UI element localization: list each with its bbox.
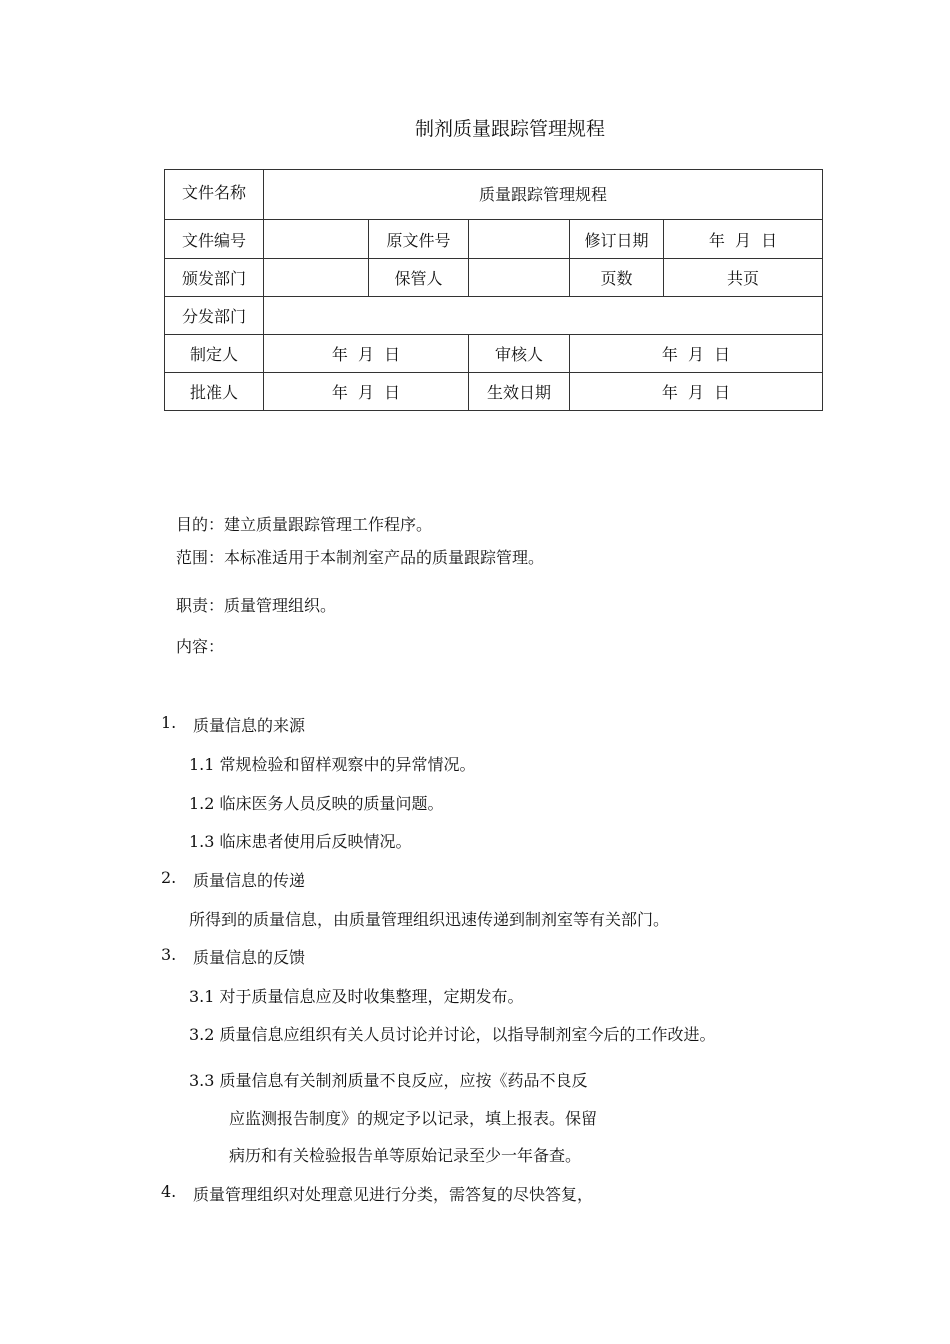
list-item: 1.3 临床患者使用后反映情况。 [189,832,412,851]
table-row [165,170,823,220]
approver-label: 批准人 [165,373,264,411]
approver-date: 年 月 日 [264,373,469,411]
custodian-label: 保管人 [369,259,469,297]
duty-line: 职责：质量管理组织。 [176,596,337,615]
table-row [165,373,823,411]
document-info-table [164,169,823,411]
issue-dept-label: 颁发部门 [165,259,264,297]
table-row [165,297,823,335]
section-title: 质量信息的来源 [193,716,306,735]
section-number: 4. [161,1182,177,1201]
list-item: 1.1 常规检验和留样观察中的异常情况。 [189,755,476,774]
effective-date: 年 月 日 [570,373,823,411]
rev-date-label: 修订日期 [570,220,664,259]
doc-no-value [264,220,369,259]
section-number: 1. [161,713,177,732]
section-body: 所得到的质量信息，由质量管理组织迅速传递到制剂室等有关部门。 [189,910,670,929]
list-item-continuation: 病历和有关检验报告单等原始记录至少一年备查。 [229,1146,582,1165]
scope-line: 范围：本标准适用于本制剂室产品的质量跟踪管理。 [176,548,545,567]
rev-date-value: 年 月 日 [664,220,823,259]
content-heading: 内容： [176,637,225,656]
doc-name-value: 质量跟踪管理规程 [264,170,823,220]
table-row [165,259,823,297]
list-item: 3.2 质量信息应组织有关人员讨论并讨论，以指导制剂室今后的工作改进。 [189,1025,716,1044]
list-item: 1.2 临床医务人员反映的质量问题。 [189,794,444,813]
reviewer-date: 年 月 日 [570,335,823,373]
table-row [165,220,823,259]
document-title: 制剂质量跟踪管理规程 [414,118,605,140]
purpose-line: 目的：建立质量跟踪管理工作程序。 [176,515,433,534]
pages-label: 页数 [570,259,664,297]
orig-no-label: 原文件号 [369,220,469,259]
table-row [165,335,823,373]
section-title: 质量信息的反馈 [193,948,306,967]
effective-label: 生效日期 [469,373,570,411]
author-label: 制定人 [165,335,264,373]
dist-dept-label: 分发部门 [165,297,264,335]
orig-no-value [469,220,570,259]
list-item: 3.1 对于质量信息应及时收集整理，定期发布。 [189,987,524,1006]
custodian-value [469,259,570,297]
section-number: 3. [161,945,177,964]
list-item: 3.3 质量信息有关制剂质量不良反应，应按《药品不良反 [189,1071,588,1090]
reviewer-label: 审核人 [469,335,570,373]
section-title: 质量信息的传递 [193,871,306,890]
section-title: 质量管理组织对处理意见进行分类，需答复的尽快答复， [193,1185,594,1204]
issue-dept-value [264,259,369,297]
pages-value: 共页 [664,259,823,297]
dist-dept-value [264,297,823,335]
doc-name-label: 文件名称 [165,170,264,220]
list-item-continuation: 应监测报告制度》的规定予以记录，填上报表。保留 [229,1109,598,1128]
doc-no-label: 文件编号 [165,220,264,259]
author-date: 年 月 日 [264,335,469,373]
section-number: 2. [161,868,177,887]
